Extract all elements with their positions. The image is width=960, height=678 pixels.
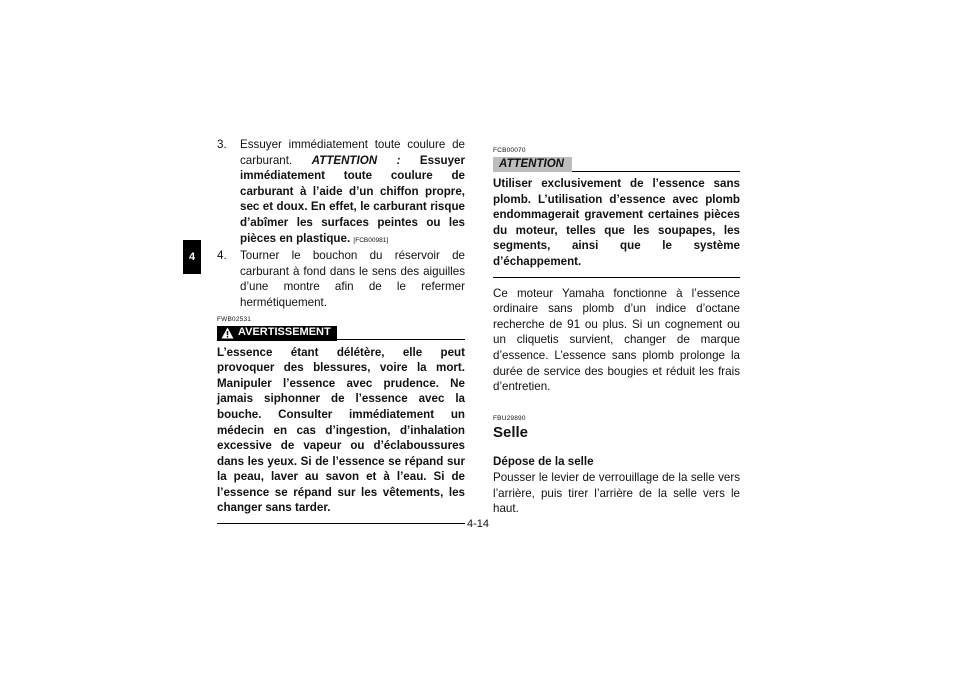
step-3-attention-label: ATTENTION :	[311, 153, 401, 167]
warning-text: L’essence étant délétère, elle peut provoquer des blessures, voire la mort. Manipuler l’essence avec prudence. Ne jamais siphonner de l’essence avec la bouche. Consulter immédiatement un médecin en cas d’ingestion, d’inhalation excessive de vapeur ou d’éclaboussures dans les yeux. Si de l’essence se répand sur la peau, laver au savon et à l’eau. Si de l’essence se répand sur les vêtements, les changer sans tarder.	[217, 345, 465, 525]
attention-divider	[572, 171, 740, 172]
warning-label: AVERTISSEMENT	[238, 326, 331, 339]
step-4-text: Tourner le bouchon du réservoir de carburant à fond dans le sens des aiguilles d’une montre afin de le refermer hermétiquement.	[240, 249, 465, 309]
attention-code: FCB00070	[493, 147, 526, 154]
subsection-title: Dépose de la selle	[493, 455, 594, 469]
chapter-tab	[183, 240, 201, 274]
warning-header	[217, 326, 465, 341]
step-3	[217, 137, 465, 248]
warning-triangle-icon	[221, 327, 234, 339]
step-3-code: [FCB00981]	[353, 236, 389, 244]
step-4	[217, 248, 465, 310]
step-3-attention-text: Essuyer immédiatement toute coulure de carburant à l’aide d’un chiffon propre, sec et doux. En effet, le carburant risque d’abîmer les surfaces peintes ou les pièces en plastique.	[240, 153, 466, 245]
warning-code: FWB02531	[217, 315, 252, 323]
attention-badge	[493, 157, 572, 172]
left-column	[217, 137, 465, 524]
right-column	[493, 147, 740, 517]
step-3-number: 3.	[217, 138, 227, 151]
fuel-paragraph: Ce moteur Yamaha fonctionne à l’essence ordinaire sans plomb d’un indice d’octane recherche de 91 ou plus. Si un cognement ou un cliquetis survient, changer de marque d’essence. L’essence sans plomb prolonge la durée de service des bougies et réduit les frais d’entretien.	[493, 286, 740, 394]
warning-badge	[217, 326, 337, 341]
attention-label: ATTENTION	[499, 157, 564, 170]
attention-text: Utiliser exclusivement de l’essence sans plomb. L’utilisation d’essence avec plomb endommagerait gravement certaines pièces du moteur, telles que les soupapes, les segments, ainsi que le système d’échappement.	[493, 176, 740, 278]
warning-divider	[337, 339, 465, 340]
chapter-tab-label: 4	[188, 251, 196, 263]
section-code: FBU29890	[493, 414, 526, 422]
seat-removal-text: Pousser le levier de verrouillage de la selle vers l’arrière, puis tirer l’arrière de la selle vers le haut.	[493, 470, 740, 516]
attention-header	[493, 157, 740, 172]
step-3-text: Essuyer immédiatement toute coulure de carburant.	[240, 138, 465, 167]
step-4-number: 4.	[217, 249, 227, 263]
page-number: 4-14	[467, 518, 490, 530]
section-title: Selle	[493, 423, 529, 441]
